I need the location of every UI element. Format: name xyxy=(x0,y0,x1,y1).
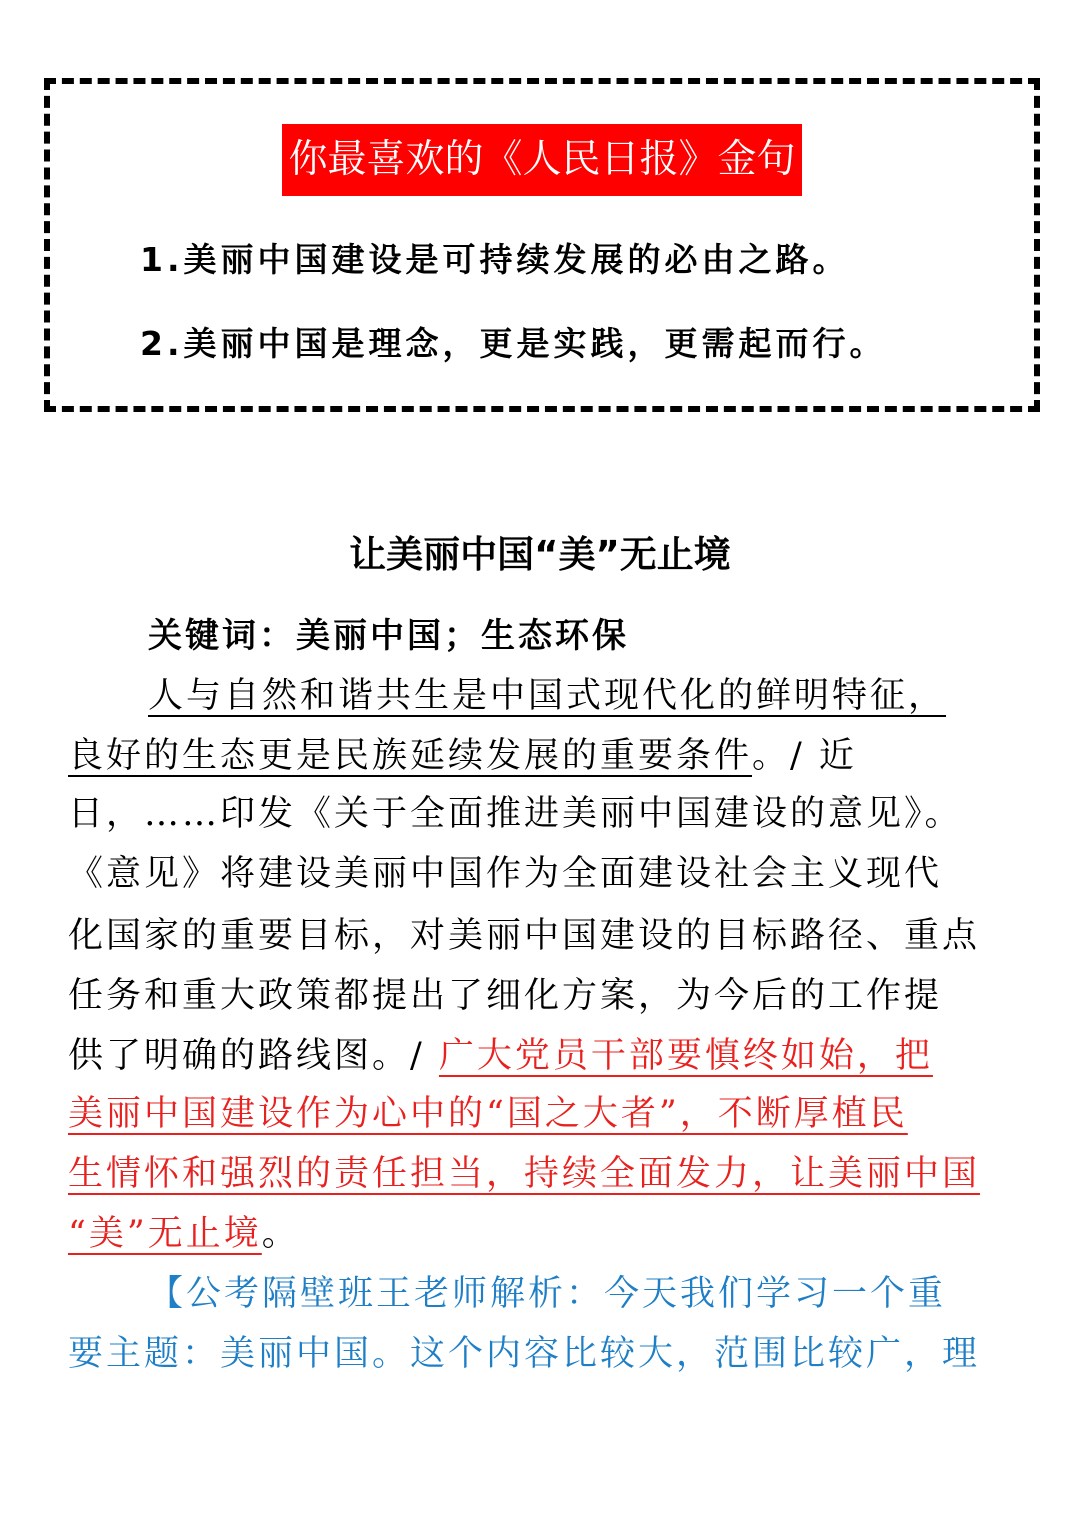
body-line-4: 《意见》将建设美丽中国作为全面建设社会主义现代 xyxy=(68,854,943,894)
body-line-8: 美丽中国建设作为心中的“国之大者”，不断厚植民 xyxy=(68,1094,908,1134)
quote-line-1: 1.美丽中国建设是可持续发展的必由之路。 xyxy=(140,240,850,279)
article-title: 让美丽中国“美”无止境 xyxy=(349,533,731,576)
body-line-6: 任务和重大政策都提出了细化方案，为今后的工作提 xyxy=(68,976,943,1016)
body-line-1: 人与自然和谐共生是中国式现代化的鲜明特征， xyxy=(148,676,947,716)
quote-line-2: 2.美丽中国是理念，更是实践，更需起而行。 xyxy=(140,324,887,363)
body-line-3: 日，……印发《关于全面推进美丽中国建设的意见》。 xyxy=(68,794,963,834)
red-highlight: “美”无止境 xyxy=(68,1214,262,1254)
body-line-2 xyxy=(68,728,1018,778)
body-text: 供了明确的路线图。/ xyxy=(68,1036,439,1076)
analysis-line-1: 【公考隔壁班王老师解析：今天我们学习一个重 xyxy=(148,1274,947,1314)
body-line-9: 生情怀和强烈的责任担当，持续全面发力，让美丽中国 xyxy=(68,1154,981,1194)
analysis-line-2: 要主题：美丽中国。这个内容比较大，范围比较广，理 xyxy=(68,1334,981,1374)
red-highlight: 广大党员干部要慎终如始，把 xyxy=(438,1036,933,1076)
quote-banner: 你最喜欢的《人民日报》金句 xyxy=(282,124,802,196)
body-line-5: 化国家的重要目标，对美丽中国建设的目标路径、重点 xyxy=(68,916,981,956)
body-line-10 xyxy=(68,1206,1018,1256)
body-text: 。/ 近 xyxy=(752,736,857,776)
article-keywords: 关键词：美丽中国；生态环保 xyxy=(148,616,629,656)
body-line-7 xyxy=(68,1028,1018,1078)
underlined-text: 良好的生态更是民族延续发展的重要条件 xyxy=(68,736,753,776)
body-text: 。 xyxy=(261,1214,300,1254)
